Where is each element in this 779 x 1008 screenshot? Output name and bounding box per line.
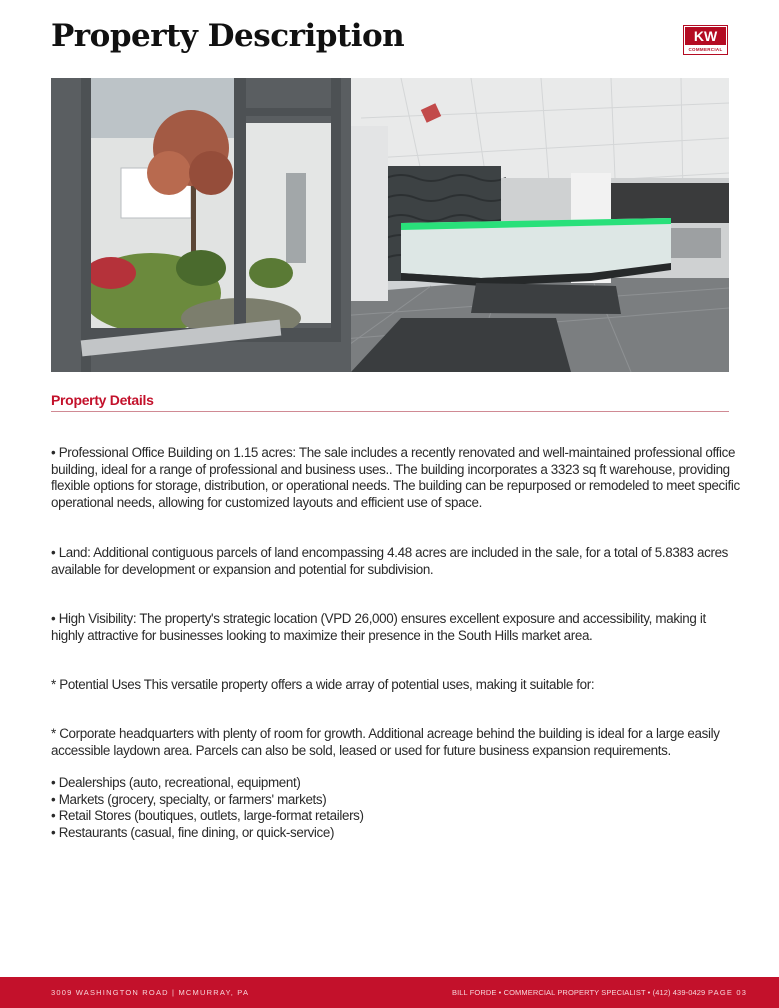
lobby-photo bbox=[51, 78, 729, 372]
logo-subtext: COMMERCIAL bbox=[688, 47, 723, 52]
kw-commercial-logo bbox=[683, 25, 728, 55]
paragraph-text: • Professional Office Building on 1.15 acres: The sale includes a recently renovated and well-maintained professional office building, ideal for a range of professional and business uses.. The building incorporates a 3323 sq ft warehouse, providing flexible options for storage, distribution, or operational needs. The building can be repurposed or remodeled to meet specific operational needs, allowing for customized layouts and efficient use of space. bbox=[51, 445, 740, 510]
paragraph-office-building bbox=[51, 445, 741, 511]
footer-address: 3009 WASHINGTON ROAD | MCMURRAY, PA bbox=[51, 988, 250, 997]
paragraph-text: • Land: Additional contiguous parcels of land encompassing 4.48 acres are included in the sale, for a total of 5.8383 acres available for development or expansion and potential for subdivision. bbox=[51, 545, 729, 577]
uses-list bbox=[51, 775, 741, 841]
paragraph-land bbox=[51, 545, 741, 578]
list-item: • Retail Stores (boutiques, outlets, large-format retailers) bbox=[51, 808, 364, 823]
paragraph-corporate-hq bbox=[51, 726, 741, 759]
paragraph-text: * Potential Uses This versatile property offers a wide array of potential uses, making it suitable for: bbox=[51, 677, 595, 692]
footer-page-number: PAGE 03 bbox=[708, 988, 748, 997]
property-details-heading bbox=[51, 392, 729, 412]
list-item: • Markets (grocery, specialty, or farmers' markets) bbox=[51, 791, 327, 807]
section-heading-text: Property Details bbox=[51, 392, 154, 408]
paragraph-visibility bbox=[51, 611, 741, 644]
footer-agent-info: BILL FORDE • COMMERCIAL PROPERTY SPECIALIST • (412) 439-0429 bbox=[452, 988, 706, 997]
logo-mark: KW bbox=[685, 27, 726, 45]
paragraph-text: * Corporate headquarters with plenty of room for growth. Additional acreage behind the building is ideal for a large easily accessible laydown area. Parcels can also be sold, leased or used for future business expansion requirements. bbox=[51, 726, 720, 758]
paragraph-potential-uses bbox=[51, 677, 741, 694]
page-footer bbox=[0, 977, 779, 1008]
page-title: Property Description bbox=[51, 18, 405, 54]
list-item: • Restaurants (casual, fine dining, or quick-service) bbox=[51, 824, 335, 840]
list-item: • Dealerships (auto, recreational, equipment) bbox=[51, 775, 301, 790]
paragraph-text: • High Visibility: The property's strategic location (VPD 26,000) ensures excellent exposure and accessibility, making it highly attractive for businesses looking to maximize their presence in the South Hills market area. bbox=[51, 611, 706, 643]
